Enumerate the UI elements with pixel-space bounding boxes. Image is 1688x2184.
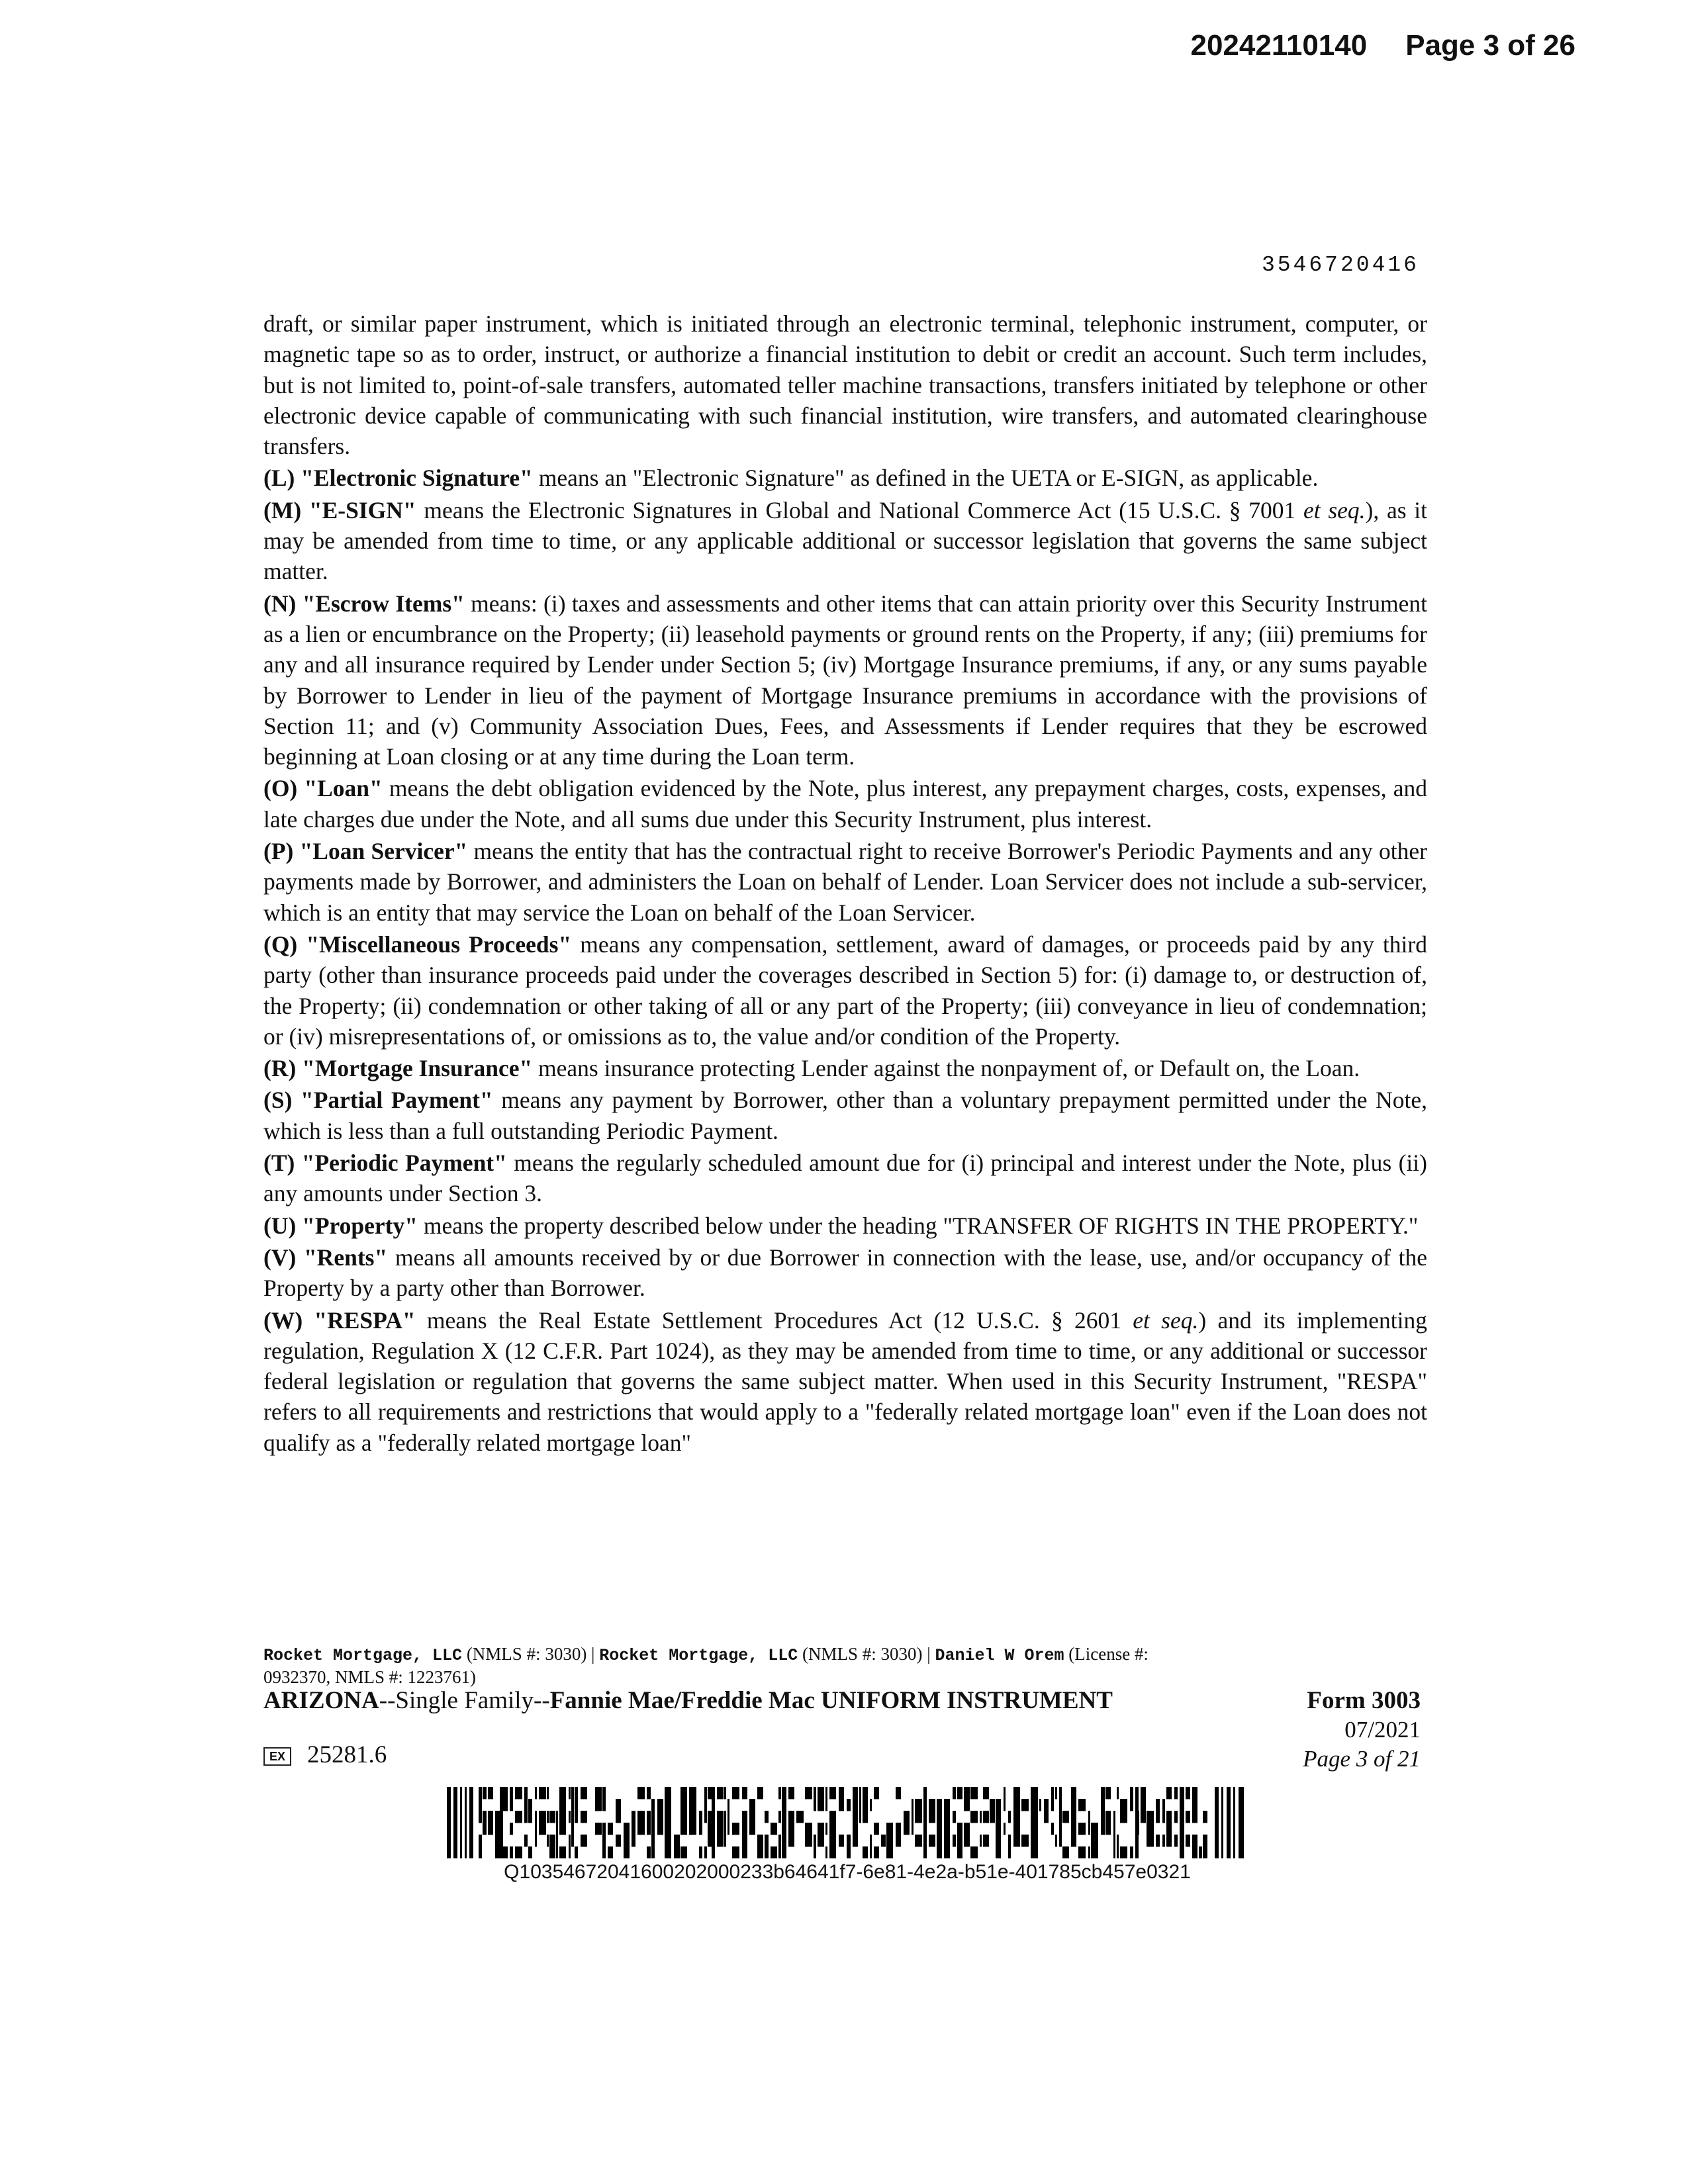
definition-term: (W) "RESPA" — [263, 1306, 416, 1334]
close-paren: ) — [470, 1667, 477, 1687]
form-title-bold: Fannie Mae/Freddie Mac UNIFORM INSTRUMENT — [549, 1687, 1113, 1714]
form-page: Page 3 of 21 — [1303, 1746, 1421, 1772]
definition-rents — [263, 1242, 1427, 1304]
definition-term: (Q) "Miscellaneous Proceeds" — [263, 931, 572, 958]
barcode-text: Q10354672041600202000233b64641f7-6e81-4e2a-b51e-401785cb457e0321 — [504, 1861, 1191, 1883]
definition-loan — [263, 773, 1427, 835]
recording-number: 20242110140 — [1190, 29, 1368, 62]
nmls-text: (NMLS #: 3030) | — [798, 1644, 935, 1664]
definition-term: (M) "E-SIGN" — [263, 496, 416, 523]
recording-page-label: Page 3 of 26 — [1405, 29, 1575, 62]
definition-text: means all amounts received by or due Borrower in connection with the lease, use, and/or occupancy of the Property by a party other than Borrower. — [263, 1244, 1427, 1302]
loan-number: 3546720416 — [1261, 253, 1419, 277]
definition-text: means the regularly scheduled amount due for (i) principal and interest under the Note, plus (ii) any amounts under Section 3. — [263, 1150, 1427, 1207]
definition-text: means any compensation, settlement, award of damages, or proceeds paid by any third party (other than insurance proceeds paid under the coverages described in Section 5) for: (i) damage to, or destruction of, the Property; (ii) condemnation or other taking of all or any part of the Property; (iii) conveyance in lieu of condemnation; or (iv) misrepresentations of, or omissions as to, the value and/or condition of the Property. — [263, 931, 1427, 1050]
form-id: Form 3003 — [1307, 1687, 1421, 1714]
definition-term: (S) "Partial Payment" — [263, 1087, 493, 1114]
definition-text: means: (i) taxes and assessments and other items that can attain priority over this Security Instrument as a lien or encumbrance on the Property; (ii) leasehold payments or ground rents on the Property, if any; (iii) premiums for any and all insurance required by Lender under Section 5; (iv) Mortgage Insurance premiums, if any, or any sums payable by Borrower to Lender in lieu of the payment of Mortgage Insurance premiums in accordance with the provisions of Section 11; and (v) Community Association Dues, Fees, and Assessments if Lender requires that they be escrowed beginning at Loan closing or at any time during the Loan term. — [263, 590, 1427, 770]
definition-mortgage-insurance — [263, 1053, 1427, 1083]
form-title-mid: --Single Family-- — [379, 1687, 550, 1714]
definition-term: (L) "Electronic Signature" — [263, 465, 533, 492]
definition-text: means the Real Estate Settlement Procedures Act (12 U.S.C. § 2601 — [415, 1306, 1133, 1334]
nmls-text: (NMLS #: 3030) | — [462, 1644, 600, 1664]
definition-term: (U) "Property" — [263, 1212, 418, 1239]
definition-text: means the entity that has the contractual right to receive Borrower's Periodic Payments and any other payments made by Borrower, and administers the Loan on behalf of Lender. Loan Servicer does not include a sub-servicer, which is an entity that may service the Loan on behalf of the Loan Servicer. — [263, 838, 1427, 926]
definition-text: means the property described below under the heading "TRANSFER OF RIGHTS IN THE PROPERTY." — [417, 1212, 1419, 1239]
document-code: 25281.6 — [307, 1741, 387, 1768]
definition-text: means insurance protecting Lender against the nonpayment of, or Default on, the Loan. — [532, 1055, 1360, 1082]
company-name: Rocket Mortgage, LLC — [263, 1646, 463, 1665]
definition-loan-servicer — [263, 836, 1427, 928]
definition-text: means the Electronic Signatures in Global and National Commerce Act (15 U.S.C. § 7001 — [416, 496, 1303, 523]
ex-badge-icon: EX — [263, 1747, 291, 1766]
definition-term: (P) "Loan Servicer" — [263, 838, 468, 865]
definition-term: (R) "Mortgage Insurance" — [263, 1055, 533, 1082]
definition-text: ) and its implementing regulation, Regulation X (12 C.F.R. Part 1024), as they may be amended from time to time, or any additional or successor federal legislation or regulation that governs the same subject matter. When used in this Security Instrument, "RESPA" refers to all requirements and restrictions that would apply to a "federally related mortgage loan" even if the Loan does not qualify as a "federally related mortgage loan" — [263, 1306, 1427, 1456]
definition-electronic-signature — [263, 463, 1427, 493]
definition-partial-payment — [263, 1085, 1427, 1146]
definition-escrow-items — [263, 588, 1427, 772]
barcode — [447, 1787, 1248, 1858]
form-date: 07/2021 — [1344, 1717, 1421, 1743]
definition-periodic-payment — [263, 1148, 1427, 1209]
originator-name: Daniel W Orem — [935, 1646, 1064, 1665]
definition-text: means the debt obligation evidenced by the Note, plus interest, any prepayment charges, costs, expenses, and late charges due under the Note, and all sums due under this Security Instrument, plus interest. — [263, 775, 1427, 833]
license-number: 0932370 — [263, 1667, 326, 1687]
definition-text: ), as it may be amended from time to time, or any applicable additional or successor legislation that governs the same subject matter. — [263, 496, 1427, 585]
definition-property — [263, 1210, 1427, 1241]
recording-header — [1190, 29, 1575, 62]
intro-continuation: draft, or similar paper instrument, which is initiated through an electronic terminal, telephonic instrument, computer, or magnetic tape so as to order, instruct, or authorize a financial institution to debit or credit an account. Such term includes, but is not limited to, point-of-sale transfers, automated teller machine transactions, transfers initiated by telephone or other electronic device capable of communicating with such financial institution, wire transfers, and automated clearinghouse transfers. — [263, 310, 1427, 460]
definition-text: means an "Electronic Signature" as defined in the UETA or E-SIGN, as applicable. — [532, 465, 1319, 492]
originator-nmls: 1223761 — [407, 1667, 471, 1687]
definition-italic: et seq. — [1303, 496, 1366, 523]
definition-italic: et seq. — [1133, 1306, 1199, 1334]
company-name: Rocket Mortgage, LLC — [599, 1646, 798, 1665]
definition-e-sign — [263, 495, 1427, 587]
form-title — [263, 1686, 1113, 1715]
definition-term: (O) "Loan" — [263, 775, 383, 802]
footer-nmls-line — [263, 1643, 1429, 1688]
definition-text: means any payment by Borrower, other than a voluntary prepayment permitted under the Note, which is less than a full outstanding Periodic Payment. — [263, 1087, 1427, 1144]
form-info — [1303, 1686, 1421, 1774]
definitions-body — [263, 308, 1427, 1458]
form-state: ARIZONA — [263, 1687, 379, 1714]
originator-nmls-label: , NMLS #: — [326, 1667, 408, 1687]
license-label: (License #: — [1064, 1644, 1149, 1664]
definition-term: (N) "Escrow Items" — [263, 590, 465, 617]
definition-term: (V) "Rents" — [263, 1244, 388, 1271]
definition-term: (T) "Periodic Payment" — [263, 1150, 507, 1177]
definition-miscellaneous-proceeds — [263, 929, 1427, 1052]
definition-respa — [263, 1305, 1427, 1458]
